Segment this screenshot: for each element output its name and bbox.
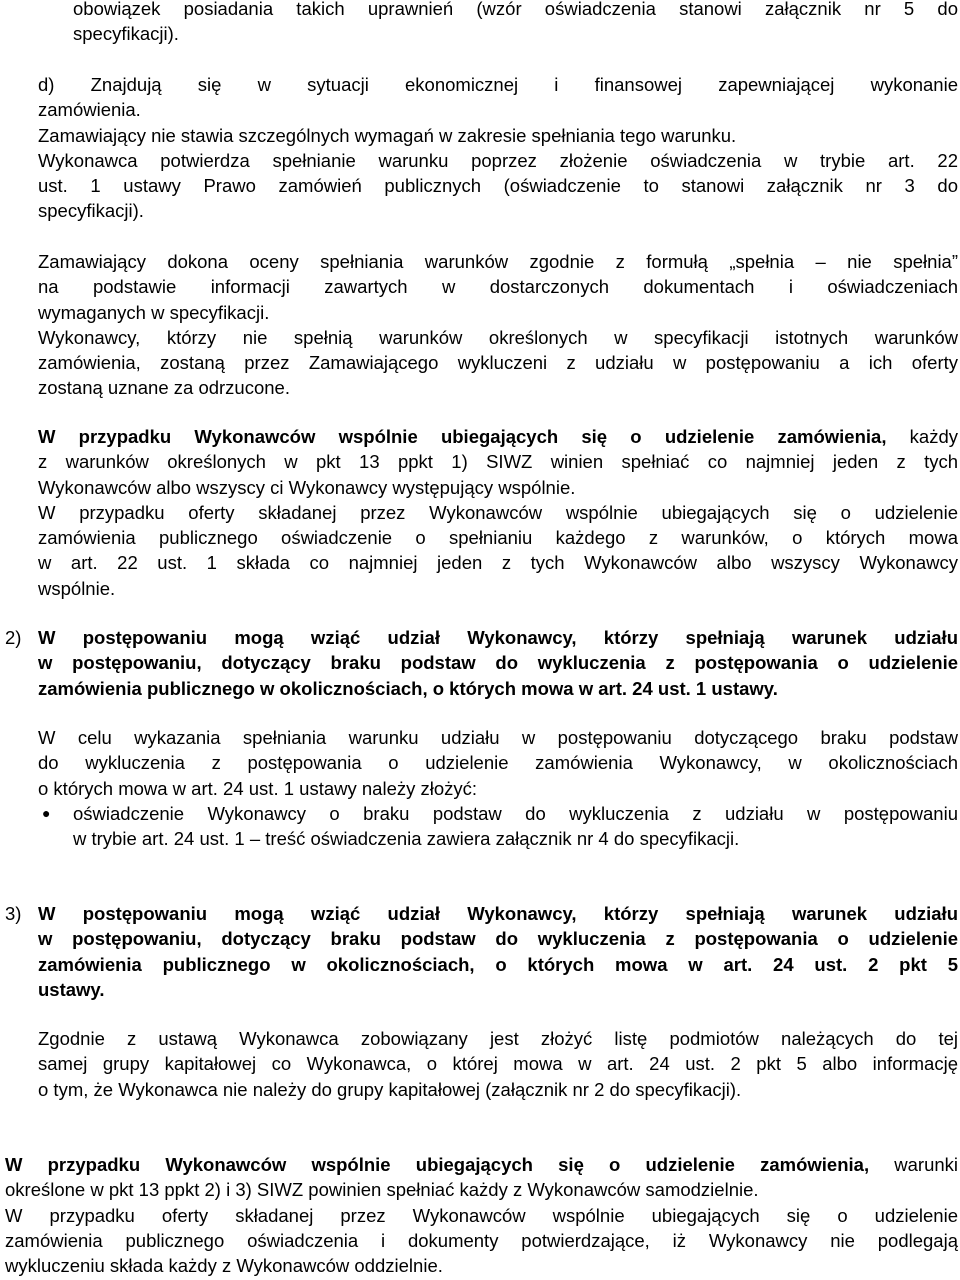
text-line: w art. 22 ust. 1 składa co najmniej jeden z tych Wykonawców albo wszyscy Wykonawcy — [38, 552, 958, 574]
condition-d — [38, 72, 958, 224]
text-line: samej grupy kapitałowej co Wykonawca, o której mowa w art. 24 ust. 2 pkt 5 albo informację — [38, 1053, 958, 1075]
text-line: ustawy. — [38, 978, 105, 1000]
text-line: wykluczeniu składa każdy z Wykonawców oddzielnie. — [5, 1255, 443, 1277]
joint-bidders-paragraph — [38, 424, 958, 601]
text-line: zamówienia. — [38, 99, 141, 121]
text-line: W postępowaniu mogą wziąć udział Wykonawcy, którzy spełniają warunek udziału — [38, 627, 958, 648]
section-2-paragraph — [38, 725, 958, 801]
text-line: Wykonawca potwierdza spełnianie warunku poprzez złożenie oświadczenia w trybie art. 22 — [38, 149, 958, 171]
text-line: wspólnie. — [38, 577, 116, 599]
text-line: W przypadku oferty składanej przez Wykonawców wspólnie ubiegających się o udzielenie — [5, 1204, 958, 1226]
text-line: z warunków określonych w pkt 13 ppkt 1) SIWZ winien spełniać co najmniej jeden z tych — [38, 451, 958, 473]
text-line: o których mowa w art. 24 ust. 1 ustawy należy złożyć: — [38, 777, 478, 799]
text-line: o tym, że Wykonawca nie należy do grupy kapitałowej (załącznik nr 2 do specyfikacji). — [38, 1078, 742, 1100]
evaluation-paragraph — [38, 249, 958, 401]
text-line: obowiązek posiadania takich uprawnień (wzór oświadczenia stanowi załącznik nr 5 do — [73, 0, 958, 19]
final-paragraph — [5, 1152, 958, 1278]
text-line: Wykonawcy, którzy nie spełnią warunków określonych w specyfikacji istotnych warunków — [38, 326, 958, 348]
text-line: określone w pkt 13 ppkt 2) i 3) SIWZ powinien spełniać każdy z Wykonawców samodzielnie. — [5, 1179, 759, 1201]
text-line: Wykonawców albo wszyscy ci Wykonawcy występujący wspólnie. — [38, 476, 576, 498]
text-line: Zamawiający nie stawia szczególnych wymagań w zakresie spełniania tego warunku. — [38, 124, 737, 146]
continuation-paragraph — [73, 0, 958, 47]
section-2-heading — [38, 625, 958, 701]
text-line: w postępowaniu, dotyczący braku podstaw do wykluczenia z postępowania o udzielenie — [38, 928, 958, 950]
bold-phrase: W przypadku Wykonawców wspólnie ubiegających się o udzielenie zamówienia, — [38, 426, 887, 447]
text-line: wymaganych w specyfikacji. — [38, 301, 270, 323]
text-line: specyfikacji). — [73, 23, 179, 45]
text-line: W przypadku oferty składanej przez Wykonawców wspólnie ubiegających się o udzielenie — [38, 501, 958, 523]
text-line: na podstawie informacji zawartych w dostarczonych dokumentach i oświadczeniach — [38, 276, 958, 298]
text-line: d) Znajdują się w sytuacji ekonomicznej i finansowej zapewniającej wykonanie — [38, 74, 958, 95]
text-line: W przypadku Wykonawców wspólnie ubiegających się o udzielenie zamówienia, warunki — [5, 1154, 959, 1175]
text-line: zamówienia publicznego oświadczenie o spełnianiu każdego z warunków, o których mowa — [38, 527, 958, 549]
text-line: do wykluczenia z postępowania o udzielenie zamówienia Wykonawcy, w okolicznościach — [38, 752, 958, 774]
section-number: 3) — [5, 903, 22, 924]
section-3-paragraph — [38, 1026, 958, 1102]
bullet-icon: ● — [42, 805, 51, 821]
text-line: zamówienia publicznego w okolicznościach, o których mowa w art. 24 ust. 2 pkt 5 — [38, 953, 958, 975]
text-line: w postępowaniu, dotyczący braku podstaw do wykluczenia z postępowania o udzielenie — [38, 652, 958, 674]
text-line: Zamawiający dokona oceny spełniania warunków zgodnie z formułą „spełnia – nie spełnia” — [38, 251, 958, 272]
text-line: specyfikacji). — [38, 200, 144, 222]
text-line: oświadczenie Wykonawcy o braku podstaw do wykluczenia z udziału w postępowaniu — [73, 803, 958, 824]
section-number: 2) — [5, 627, 22, 648]
bold-phrase: W przypadku Wykonawców wspólnie ubiegających się o udzielenie zamówienia, — [5, 1154, 870, 1175]
section-3-heading — [38, 901, 958, 1002]
text-line: zamówienia publicznego w okolicznościach, o których mowa w art. 24 ust. 1 ustawy. — [38, 677, 778, 699]
text-line: w trybie art. 24 ust. 1 – treść oświadczenia zawiera załącznik nr 4 do specyfikacji. — [73, 828, 740, 850]
text-line: W celu wykazania spełniania warunku udziału w postępowaniu dotyczącego braku podstaw — [38, 727, 958, 748]
bullet-item — [73, 801, 958, 852]
text-line: W postępowaniu mogą wziąć udział Wykonawcy, którzy spełniają warunek udziału — [38, 903, 958, 924]
text-line: Zgodnie z ustawą Wykonawca zobowiązany jest złożyć listę podmiotów należących do tej — [38, 1028, 958, 1049]
text-line: zostaną uznane za odrzucone. — [38, 377, 290, 399]
text-line: zamówienia, zostaną przez Zamawiającego wykluczeni z udziału w postępowaniu a ich oferty — [38, 352, 958, 374]
text-line: zamówienia publicznego oświadczenia i dokumenty potwierdzające, iż Wykonawcy nie podlegają — [5, 1229, 958, 1251]
text-line: W przypadku Wykonawców wspólnie ubiegających się o udzielenie zamówienia, każdy — [38, 426, 959, 447]
text-line: ust. 1 ustawy Prawo zamówień publicznych (oświadczenie to stanowi załącznik nr 3 do — [38, 175, 958, 197]
